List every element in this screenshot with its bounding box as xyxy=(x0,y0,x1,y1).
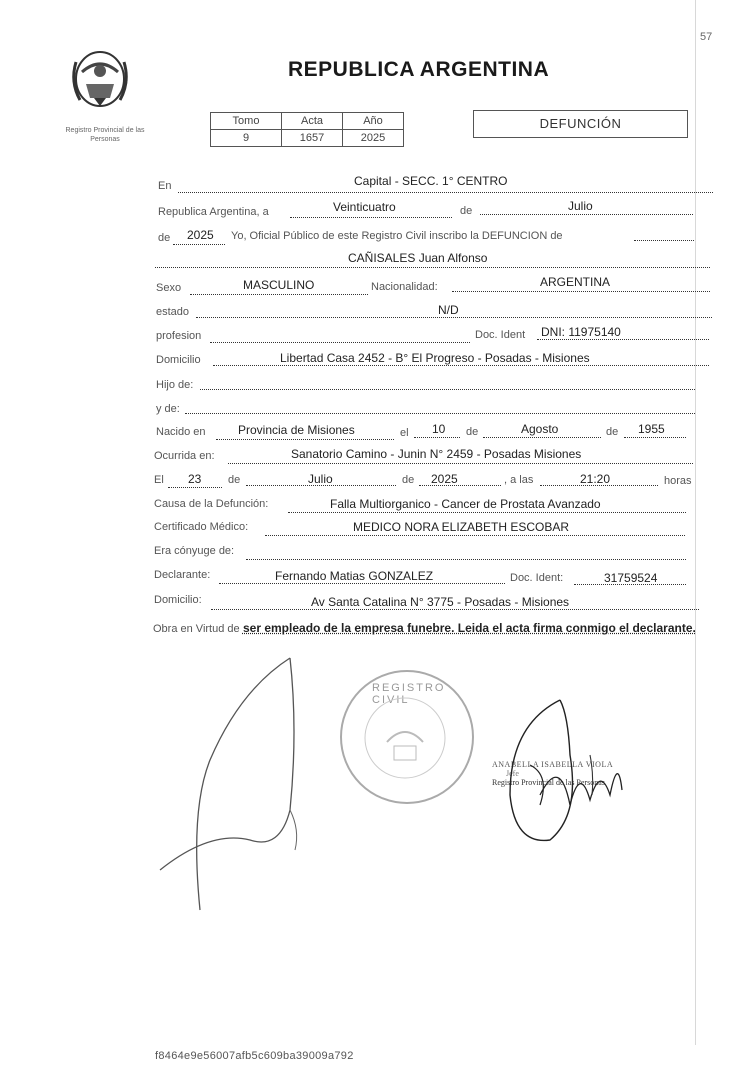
label-de: de xyxy=(460,205,473,217)
value-nac-anio: 1955 xyxy=(638,422,665,436)
value-def-anio: 2025 xyxy=(431,472,458,486)
label-de-6: de xyxy=(402,474,415,486)
value-domicilio: Libertad Casa 2452 - B° El Progreso - Posadas - Misiones xyxy=(280,351,590,365)
label-domicilio-2: Domicilio: xyxy=(154,594,202,606)
value-anio: 2025 xyxy=(187,228,214,242)
label-obra-prefix: Obra en Virtud de xyxy=(153,623,240,635)
value-nombre: CAÑISALES Juan Alfonso xyxy=(348,251,488,265)
value-declarante-domicilio: Av Santa Catalina N° 3775 - Posadas - Misiones xyxy=(311,595,570,609)
label-republica: Republica Argentina, a xyxy=(158,206,269,218)
table-header-anio: Año xyxy=(343,113,404,130)
label-en: En xyxy=(158,180,172,192)
official-role: Jefe xyxy=(506,769,519,778)
value-nacionalidad: ARGENTINA xyxy=(540,275,611,289)
label-estado: estado xyxy=(156,306,190,318)
label-y-de: y de: xyxy=(156,403,180,415)
label-a-las: , a las xyxy=(504,474,534,486)
document-hash: f8464e9e56007afb5c609ba39009a792 xyxy=(155,1050,354,1062)
table-value-anio: 2025 xyxy=(343,130,404,147)
page-title: REPUBLICA ARGENTINA xyxy=(288,58,550,81)
obra-paragraph xyxy=(153,621,698,637)
value-nacido-en: Provincia de Misiones xyxy=(238,423,355,437)
stamp-emblem-icon xyxy=(342,672,468,798)
province-seal-logo xyxy=(60,42,150,142)
record-type-box: DEFUNCIÓN xyxy=(473,110,688,138)
label-el: el xyxy=(400,427,409,439)
label-sexo: Sexo xyxy=(156,282,182,294)
official-name: ANABELLA ISABELLA VIOLA xyxy=(492,760,614,769)
label-nacido-en: Nacido en xyxy=(156,426,206,438)
table-header-acta: Acta xyxy=(282,113,343,130)
label-ocurrida-en: Ocurrida en: xyxy=(154,450,215,462)
stamp-text: REGISTRO CIVIL xyxy=(372,682,446,706)
label-de-5: de xyxy=(228,474,241,486)
label-declarante: Declarante: xyxy=(154,569,211,581)
value-nac-dia: 10 xyxy=(432,422,446,436)
value-def-mes: Julio xyxy=(308,472,333,486)
label-hijo-de: Hijo de: xyxy=(156,379,194,391)
value-sexo: MASCULINO xyxy=(243,278,315,292)
seal-icon xyxy=(60,42,150,112)
value-ocurrida-en: Sanatorio Camino - Junin N° 2459 - Posadas Misiones xyxy=(291,447,582,461)
label-nacionalidad: Nacionalidad: xyxy=(371,281,438,293)
value-causa: Falla Multiorganico - Cancer de Prostata Avanzado xyxy=(330,497,601,511)
value-declarante: Fernando Matias GONZALEZ xyxy=(275,569,434,583)
label-de-4: de xyxy=(606,426,619,438)
label-doc-ident: Doc. Ident xyxy=(475,329,526,341)
value-def-dia: 23 xyxy=(188,472,202,486)
label-doc-ident-2: Doc. Ident: xyxy=(510,572,564,584)
value-dni: DNI: 11975140 xyxy=(541,325,621,339)
table-header-tomo: Tomo xyxy=(211,113,282,130)
table-value-tomo: 9 xyxy=(211,130,282,147)
official-office: Registro Provincial de las Personas xyxy=(492,778,605,787)
value-mes: Julio xyxy=(568,199,593,213)
label-de-3: de xyxy=(466,426,479,438)
value-hora: 21:20 xyxy=(580,472,611,486)
value-lugar: Capital - SECC. 1° CENTRO xyxy=(354,174,508,188)
page-number: 57 xyxy=(700,31,713,43)
record-table xyxy=(210,112,404,147)
label-el-2: El xyxy=(154,474,164,486)
registry-stamp xyxy=(340,670,474,804)
value-nac-mes: Agosto xyxy=(521,422,559,436)
label-domicilio: Domicilio xyxy=(156,354,201,366)
value-estado: N/D xyxy=(438,303,459,317)
value-certificado: MEDICO NORA ELIZABETH ESCOBAR xyxy=(353,520,570,534)
value-obra-text: ser empleado de la empresa funebre. Leida el acta firma conmigo el declarante. xyxy=(242,621,696,635)
label-conyuge: Era cónyuge de: xyxy=(154,545,235,557)
table-value-acta: 1657 xyxy=(282,130,343,147)
value-dia-letras: Veinticuatro xyxy=(333,200,396,214)
label-causa: Causa de la Defunción: xyxy=(154,498,269,510)
declarante-signature xyxy=(150,650,310,920)
label-horas: horas xyxy=(664,475,692,487)
label-yo-text: Yo, Oficial Público de este Registro Civil inscribo la DEFUNCION de xyxy=(231,230,563,242)
official-signature xyxy=(490,695,640,855)
registry-name: Registro Provincial de las Personas xyxy=(65,127,145,143)
label-profesion: profesion xyxy=(156,330,202,342)
label-de-2: de xyxy=(158,232,171,244)
label-certificado: Certificado Médico: xyxy=(154,521,249,533)
value-declarante-doc: 31759524 xyxy=(604,571,658,585)
